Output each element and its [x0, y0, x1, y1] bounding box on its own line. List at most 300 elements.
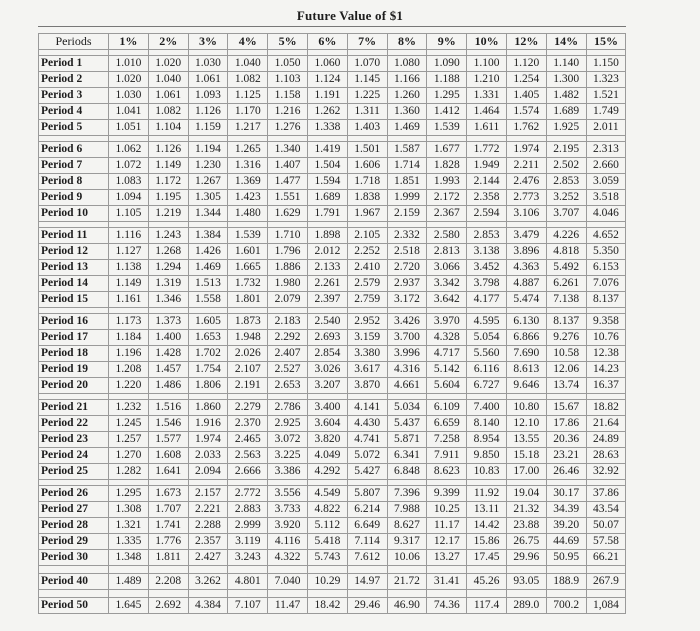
value-cell: 1.030: [188, 56, 228, 72]
value-cell: 3.066: [427, 260, 467, 276]
value-cell: 5.054: [467, 330, 507, 346]
value-cell: 1.521: [586, 88, 626, 104]
rate-header: 14%: [546, 34, 586, 50]
value-cell: 4.549: [307, 486, 347, 502]
value-cell: 10.25: [427, 502, 467, 518]
value-cell: 1.308: [109, 502, 149, 518]
value-cell: 188.9: [546, 574, 586, 590]
table-row: [39, 206, 626, 222]
value-cell: 1.282: [109, 464, 149, 480]
value-cell: 2.211: [506, 158, 546, 174]
value-cell: 1.125: [228, 88, 268, 104]
period-label: Period 22: [39, 416, 109, 432]
value-cell: 7.612: [347, 550, 387, 566]
table-row: [39, 400, 626, 416]
value-cell: 2.693: [307, 330, 347, 346]
value-cell: 1.806: [188, 378, 228, 394]
table-row: [39, 416, 626, 432]
value-cell: 2.883: [228, 502, 268, 518]
value-cell: 1.551: [268, 190, 308, 206]
value-cell: 1.276: [268, 120, 308, 136]
value-cell: 1.225: [347, 88, 387, 104]
value-cell: 32.92: [586, 464, 626, 480]
value-cell: 1.010: [109, 56, 149, 72]
value-cell: 43.54: [586, 502, 626, 518]
value-cell: 1.220: [109, 378, 149, 394]
value-cell: 1.710: [268, 228, 308, 244]
value-cell: 5.560: [467, 346, 507, 362]
value-cell: 1.116: [109, 228, 149, 244]
value-cell: 1.606: [347, 158, 387, 174]
value-cell: 14.42: [467, 518, 507, 534]
value-cell: 2.105: [347, 228, 387, 244]
value-cell: 1.974: [506, 142, 546, 158]
value-cell: 1.423: [228, 190, 268, 206]
value-cell: 1.080: [387, 56, 427, 72]
value-cell: 1.412: [427, 104, 467, 120]
spacer-cell: [387, 566, 427, 574]
period-label: Period 9: [39, 190, 109, 206]
value-cell: 14.23: [586, 362, 626, 378]
value-cell: 11.92: [467, 486, 507, 502]
period-label: Period 19: [39, 362, 109, 378]
value-cell: 3.617: [347, 362, 387, 378]
value-cell: 3.642: [427, 292, 467, 308]
value-cell: 5.492: [546, 260, 586, 276]
value-cell: 2.033: [188, 448, 228, 464]
spacer-cell: [109, 590, 149, 598]
value-cell: 4.226: [546, 228, 586, 244]
value-cell: 11.47: [268, 598, 308, 614]
value-cell: 1.196: [109, 346, 149, 362]
value-cell: 1.732: [228, 276, 268, 292]
value-cell: 45.26: [467, 574, 507, 590]
value-cell: 1.428: [148, 346, 188, 362]
value-cell: 2.313: [586, 142, 626, 158]
table-row: [39, 486, 626, 502]
value-cell: 2.759: [347, 292, 387, 308]
value-cell: 1.860: [188, 400, 228, 416]
value-cell: 1.194: [188, 142, 228, 158]
value-cell: 1.188: [427, 72, 467, 88]
value-cell: 5.474: [506, 292, 546, 308]
value-cell: 1.482: [546, 88, 586, 104]
value-cell: 4.741: [347, 432, 387, 448]
value-cell: 2.172: [427, 190, 467, 206]
spacer-cell: [307, 566, 347, 574]
period-label: Period 7: [39, 158, 109, 174]
value-cell: 1.323: [586, 72, 626, 88]
value-cell: 1.714: [387, 158, 427, 174]
value-cell: 1.999: [387, 190, 427, 206]
value-cell: 50.07: [586, 518, 626, 534]
value-cell: 1.149: [109, 276, 149, 292]
value-cell: 1.294: [148, 260, 188, 276]
value-cell: 2.518: [387, 244, 427, 260]
table-row: [39, 534, 626, 550]
value-cell: 3.380: [347, 346, 387, 362]
table-row: [39, 432, 626, 448]
value-cell: 20.36: [546, 432, 586, 448]
value-cell: 10.06: [387, 550, 427, 566]
value-cell: 10.58: [546, 346, 586, 362]
value-cell: 1.403: [347, 120, 387, 136]
value-cell: 5.142: [427, 362, 467, 378]
value-cell: 57.58: [586, 534, 626, 550]
period-label: Period 40: [39, 574, 109, 590]
value-cell: 1.090: [427, 56, 467, 72]
value-cell: 1.082: [228, 72, 268, 88]
value-cell: 30.17: [546, 486, 586, 502]
value-cell: 2.853: [467, 228, 507, 244]
spacer-cell: [188, 566, 228, 574]
period-label: Period 18: [39, 346, 109, 362]
period-label: Period 11: [39, 228, 109, 244]
value-cell: 1.082: [148, 104, 188, 120]
value-cell: 5.418: [307, 534, 347, 550]
spacer-cell: [148, 590, 188, 598]
value-cell: 10.83: [467, 464, 507, 480]
value-cell: 1.170: [228, 104, 268, 120]
value-cell: 1.051: [109, 120, 149, 136]
value-cell: 5.604: [427, 378, 467, 394]
value-cell: 1.335: [109, 534, 149, 550]
table-row: [39, 276, 626, 292]
value-cell: 2.183: [268, 314, 308, 330]
value-cell: 4.430: [347, 416, 387, 432]
value-cell: 1.469: [387, 120, 427, 136]
value-cell: 1.718: [347, 174, 387, 190]
rate-header: 2%: [148, 34, 188, 50]
title-rule: [38, 26, 626, 27]
value-cell: 19.04: [506, 486, 546, 502]
value-cell: 7.076: [586, 276, 626, 292]
value-cell: 1.346: [148, 292, 188, 308]
value-cell: 1.501: [347, 142, 387, 158]
spacer-cell: [228, 566, 268, 574]
value-cell: 6.866: [506, 330, 546, 346]
value-cell: 1.300: [546, 72, 586, 88]
value-cell: 1.195: [148, 190, 188, 206]
value-cell: 1.974: [188, 432, 228, 448]
value-cell: 1.539: [427, 120, 467, 136]
value-cell: 3.106: [506, 206, 546, 222]
value-cell: 4.661: [387, 378, 427, 394]
period-label: Period 8: [39, 174, 109, 190]
value-cell: 4.801: [228, 574, 268, 590]
value-cell: 4.049: [307, 448, 347, 464]
value-cell: 1.489: [109, 574, 149, 590]
period-label: Period 2: [39, 72, 109, 88]
value-cell: 3.798: [467, 276, 507, 292]
value-cell: 1.083: [109, 174, 149, 190]
value-cell: 1.980: [268, 276, 308, 292]
value-cell: 1.295: [109, 486, 149, 502]
value-cell: 1.677: [427, 142, 467, 158]
value-cell: 5.350: [586, 244, 626, 260]
value-cell: 1.360: [387, 104, 427, 120]
value-cell: 6.109: [427, 400, 467, 416]
table-row: [39, 362, 626, 378]
table-title: Future Value of $1: [296, 8, 404, 23]
period-label: Period 10: [39, 206, 109, 222]
period-label: Period 12: [39, 244, 109, 260]
value-cell: 1.158: [268, 88, 308, 104]
value-cell: 1.331: [467, 88, 507, 104]
value-cell: 3.386: [268, 464, 308, 480]
value-cell: 3.479: [506, 228, 546, 244]
value-cell: 1.020: [109, 72, 149, 88]
spacer-cell: [546, 590, 586, 598]
value-cell: 1.558: [188, 292, 228, 308]
value-cell: 7.107: [228, 598, 268, 614]
spacer-cell: [268, 590, 308, 598]
spacer-cell: [307, 590, 347, 598]
period-label: Period 3: [39, 88, 109, 104]
value-cell: 1.060: [307, 56, 347, 72]
value-cell: 4.363: [506, 260, 546, 276]
value-cell: 1,084: [586, 598, 626, 614]
spacer-cell: [467, 590, 507, 598]
value-cell: 1.629: [268, 206, 308, 222]
value-cell: 17.45: [467, 550, 507, 566]
period-label: Period 26: [39, 486, 109, 502]
value-cell: 1.270: [109, 448, 149, 464]
value-cell: 3.707: [546, 206, 586, 222]
value-cell: 1.268: [148, 244, 188, 260]
period-label: Period 20: [39, 378, 109, 394]
value-cell: 3.262: [188, 574, 228, 590]
value-cell: 2.853: [546, 174, 586, 190]
future-value-table: [38, 33, 626, 614]
period-label: Period 24: [39, 448, 109, 464]
value-cell: 23.21: [546, 448, 586, 464]
value-cell: 1.665: [228, 260, 268, 276]
value-cell: 1.311: [347, 104, 387, 120]
value-cell: 2.144: [467, 174, 507, 190]
value-cell: 1.072: [109, 158, 149, 174]
rate-header: 1%: [109, 34, 149, 50]
rate-header: 4%: [228, 34, 268, 50]
table-body: [39, 50, 626, 614]
value-cell: 1.741: [148, 518, 188, 534]
value-cell: 1.062: [109, 142, 149, 158]
value-cell: 1.094: [109, 190, 149, 206]
value-cell: 3.920: [268, 518, 308, 534]
value-cell: 2.397: [307, 292, 347, 308]
value-cell: 2.786: [268, 400, 308, 416]
value-cell: 4.822: [307, 502, 347, 518]
value-cell: 1.161: [109, 292, 149, 308]
value-cell: 1.916: [188, 416, 228, 432]
table-row: [39, 574, 626, 590]
value-cell: 21.72: [387, 574, 427, 590]
value-cell: 50.95: [546, 550, 586, 566]
value-cell: 7.258: [427, 432, 467, 448]
value-cell: 1.173: [109, 314, 149, 330]
value-cell: 6.261: [546, 276, 586, 292]
value-cell: 5.034: [387, 400, 427, 416]
value-cell: 8.623: [427, 464, 467, 480]
value-cell: 37.86: [586, 486, 626, 502]
value-cell: 6.153: [586, 260, 626, 276]
value-cell: 6.727: [467, 378, 507, 394]
period-label: Period 30: [39, 550, 109, 566]
value-cell: 44.69: [546, 534, 586, 550]
value-cell: 4.322: [268, 550, 308, 566]
rate-header: 8%: [387, 34, 427, 50]
value-cell: 7.911: [427, 448, 467, 464]
value-cell: 12.10: [506, 416, 546, 432]
value-cell: 7.988: [387, 502, 427, 518]
value-cell: 1.127: [109, 244, 149, 260]
value-cell: 1.305: [188, 190, 228, 206]
value-cell: 2.094: [188, 464, 228, 480]
value-cell: 1.104: [148, 120, 188, 136]
value-cell: 15.67: [546, 400, 586, 416]
value-cell: 10.29: [307, 574, 347, 590]
value-cell: 267.9: [586, 574, 626, 590]
value-cell: 1.851: [387, 174, 427, 190]
table-row: [39, 56, 626, 72]
period-label: Period 13: [39, 260, 109, 276]
rate-header: 3%: [188, 34, 228, 50]
value-cell: 1.400: [148, 330, 188, 346]
value-cell: 1.217: [228, 120, 268, 136]
period-label: Period 16: [39, 314, 109, 330]
value-cell: 29.96: [506, 550, 546, 566]
table-row: [39, 142, 626, 158]
value-cell: 3.207: [307, 378, 347, 394]
spacer-cell: [427, 566, 467, 574]
table-row: [39, 228, 626, 244]
table-row: [39, 346, 626, 362]
value-cell: 8.140: [467, 416, 507, 432]
value-cell: 1.574: [506, 104, 546, 120]
group-spacer: [39, 566, 626, 574]
value-cell: 2.279: [228, 400, 268, 416]
value-cell: 2.527: [268, 362, 308, 378]
value-cell: 2.660: [586, 158, 626, 174]
value-cell: 1.149: [148, 158, 188, 174]
value-cell: 5.072: [347, 448, 387, 464]
value-cell: 21.32: [506, 502, 546, 518]
value-cell: 1.050: [268, 56, 308, 72]
period-label: Period 50: [39, 598, 109, 614]
value-cell: 3.342: [427, 276, 467, 292]
value-cell: 1.791: [307, 206, 347, 222]
value-cell: 1.093: [188, 88, 228, 104]
value-cell: 1.504: [307, 158, 347, 174]
value-cell: 6.130: [506, 314, 546, 330]
value-cell: 1.260: [387, 88, 427, 104]
value-cell: 17.00: [506, 464, 546, 480]
value-cell: 13.11: [467, 502, 507, 518]
table-row: [39, 158, 626, 174]
value-cell: 93.05: [506, 574, 546, 590]
value-cell: 3.733: [268, 502, 308, 518]
value-cell: 2.221: [188, 502, 228, 518]
value-cell: 1.041: [109, 104, 149, 120]
value-cell: 16.37: [586, 378, 626, 394]
value-cell: 2.427: [188, 550, 228, 566]
value-cell: 4.818: [546, 244, 586, 260]
rate-header: 12%: [506, 34, 546, 50]
table-row: [39, 244, 626, 260]
value-cell: 1.384: [188, 228, 228, 244]
value-cell: 29.46: [347, 598, 387, 614]
value-cell: 1.316: [228, 158, 268, 174]
value-cell: 1.348: [109, 550, 149, 566]
value-cell: 1.811: [148, 550, 188, 566]
value-cell: 5.112: [307, 518, 347, 534]
value-cell: 28.63: [586, 448, 626, 464]
value-cell: 1.319: [148, 276, 188, 292]
value-cell: 1.254: [506, 72, 546, 88]
value-cell: 9.850: [467, 448, 507, 464]
table-row: [39, 464, 626, 480]
value-cell: 3.252: [546, 190, 586, 206]
period-label: Period 15: [39, 292, 109, 308]
value-cell: 6.214: [347, 502, 387, 518]
value-cell: 2.026: [228, 346, 268, 362]
value-cell: 1.191: [307, 88, 347, 104]
value-cell: 8.627: [387, 518, 427, 534]
value-cell: 3.970: [427, 314, 467, 330]
value-cell: 1.539: [228, 228, 268, 244]
value-cell: 26.75: [506, 534, 546, 550]
value-cell: 3.556: [268, 486, 308, 502]
value-cell: 18.42: [307, 598, 347, 614]
value-cell: 1.641: [148, 464, 188, 480]
value-cell: 1.150: [586, 56, 626, 72]
value-cell: 1.321: [109, 518, 149, 534]
value-cell: 1.340: [268, 142, 308, 158]
value-cell: 5.807: [347, 486, 387, 502]
value-cell: 7.690: [506, 346, 546, 362]
value-cell: 1.828: [427, 158, 467, 174]
value-cell: 1.140: [546, 56, 586, 72]
value-cell: 3.138: [467, 244, 507, 260]
value-cell: 2.332: [387, 228, 427, 244]
spacer-cell: [506, 566, 546, 574]
spacer-cell: [427, 590, 467, 598]
table-header: [39, 34, 626, 50]
value-cell: 1.925: [546, 120, 586, 136]
value-cell: 14.97: [347, 574, 387, 590]
value-cell: 66.21: [586, 550, 626, 566]
value-cell: 1.673: [148, 486, 188, 502]
period-label: Period 6: [39, 142, 109, 158]
value-cell: 2.502: [546, 158, 586, 174]
value-cell: 1.608: [148, 448, 188, 464]
period-label: Period 29: [39, 534, 109, 550]
periods-header: Periods: [39, 34, 109, 50]
value-cell: 1.172: [148, 174, 188, 190]
table-row: [39, 190, 626, 206]
value-cell: 39.20: [546, 518, 586, 534]
value-cell: 700.2: [546, 598, 586, 614]
value-cell: 1.838: [347, 190, 387, 206]
value-cell: 4.046: [586, 206, 626, 222]
value-cell: 3.026: [307, 362, 347, 378]
table-row: [39, 260, 626, 276]
value-cell: 2.999: [228, 518, 268, 534]
spacer-cell: [347, 590, 387, 598]
value-cell: 5.871: [387, 432, 427, 448]
value-cell: 4.177: [467, 292, 507, 308]
value-cell: 4.116: [268, 534, 308, 550]
